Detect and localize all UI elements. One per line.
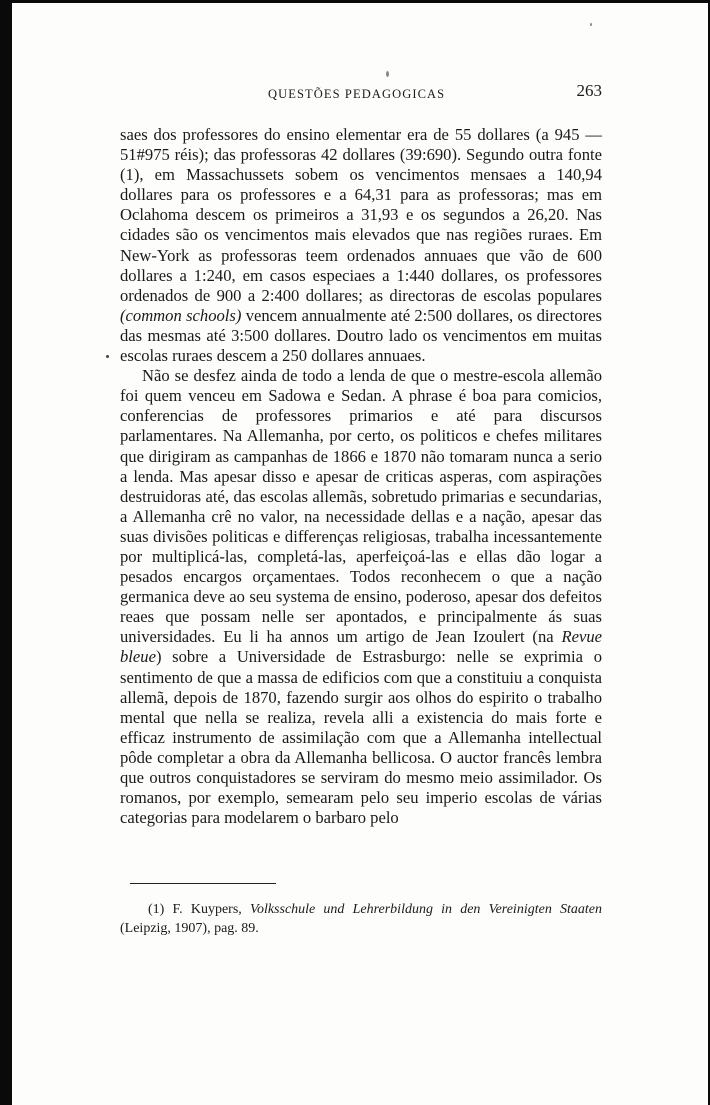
paragraph-2	[120, 366, 602, 828]
page-number: 263	[576, 81, 602, 100]
footnote-book-title: Volksschule und Lehrerbildung in den Vereinigten Staaten	[249, 902, 602, 917]
footnote-marker: (1) F. Kuypers,	[148, 902, 250, 917]
main-text	[120, 125, 602, 828]
paragraph-2-part-b: ) sobre a Universidade de Estrasburgo: nelle se exprimia o sentimento de que a massa de edificios com que a constituiu a conquista allemã, depois de 1870, fazendo surgir aos olhos do espirito o trabalho mental que nella se realiza, revela alli a existencia do mais forte e efficaz instrumento de assimilação com que a Allemanha intellectual pôde completar a obra da Allemanha bellicosa. O auctor francês lembra que outros conquistadores se serviram do mesmo meio assimilador. Os romanos, por exemplo, semearam pelo seu imperio escolas de várias categorias para modelarem o barbaro pelo	[120, 647, 602, 828]
footnote-separator	[130, 883, 276, 884]
paragraph-1-part-a: saes dos professores do ensino elementar era de 55 dollares (a 945 — 51#975 réis); das professoras 42 dollares (39:690). Segundo outra fonte (1), em Massachussets sobem os vencimentos mensaes a 140,94 dollares para os professores e a 64,31 para as professoras; mas em Oclahoma descem os primeiros a 31,93 e os segundos a 26,20. Nas cidades são os vencimentos mais elevados que nas regiões ruraes. Em New-York as professoras teem ordenados annuaes que vão de 600 dollares a 1:240, em casos especiaes a 1:440 dollares, os professores ordenados de 900 a 2:400 dollares; as directoras de escolas populares	[120, 125, 602, 305]
page-header	[120, 79, 602, 107]
footnote	[120, 901, 602, 938]
paragraph-2-italic: Revue bleue	[120, 627, 602, 667]
paragraph-1-italic: (common schools)	[120, 305, 242, 325]
footnote-text	[120, 901, 602, 938]
running-title: QUESTÕES PEDAGOGICAS	[268, 87, 446, 101]
paragraph-1	[120, 125, 602, 366]
paragraph-1-part-b: vencem annualmente até 2:500 dollares, os directores das mesmas até 3:500 dollares. Doutro lado os vencimentos em muitas escolas ruraes descem a 250 dollares annuaes.	[120, 305, 602, 366]
footnote-rest: (Leipzig, 1907), pag. 89.	[120, 920, 259, 936]
paragraph-2-part-a: Não se desfez ainda de todo a lenda de que o mestre-escola allemão foi quem venceu em Sadowa e Sedan. A phrase é boa para comicios, conferencias de professores primarios e até para discursos parlamentares. Na Allemanha, por certo, os politicos e chefes militares que dirigiram as campanhas de 1866 e 1870 não tomaram nunca a serio a lenda. Mas apesar disso e apesar de criticas asperas, com aspirações destruidoras até, das escolas allemãs, sobretudo primarias e secundarias, a Allemanha crê no valor, na necessidade dellas e a nação, apesar das suas divisões politicas e differenças religiosas, trabalha incessantemente por multiplicá-las, completá-las, aperfeiçoá-las e ellas dão logar a pesados encargos orçamentaes. Todos reconhecem o que a nação germanica deve ao seu systema de ensino, poderoso, apesar dos defeitos reaes que possam nelle ser apontados, e principalmente ás suas universidades. Eu li ha annos um artigo de Jean Izoulert (na	[120, 366, 602, 647]
